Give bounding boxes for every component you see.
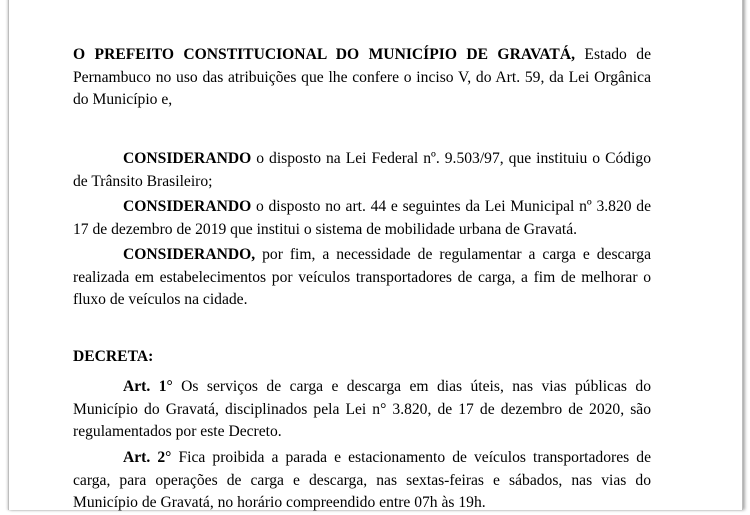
decree-heading-text: DECRETA: xyxy=(73,348,154,365)
article-2 xyxy=(73,447,651,515)
article-1 xyxy=(73,376,651,444)
consideration-1-text: o disposto na Lei Federal nº. 9.503/97, que instituiu o Código de Trânsito Brasileiro; xyxy=(73,150,651,190)
consideration-3-lead: CONSIDERANDO, xyxy=(123,246,256,263)
article-1-lead: Art. 1° xyxy=(123,378,173,395)
consideration-1 xyxy=(73,148,651,193)
consideration-3-text: por fim, a necessidade de regulamentar a carga e descarga realizada em estabelecimentos por veículos transportadores de carga, a fim de melhorar o fluxo de veículos na cidade. xyxy=(73,246,651,308)
preamble-text: Estado de Pernambuco no uso das atribuições que lhe confere o inciso V, do Art. 59, da Lei Orgânica do Município e, xyxy=(73,46,651,108)
preamble-paragraph xyxy=(73,44,651,112)
article-2-lead: Art. 2° xyxy=(123,449,172,466)
article-1-text: Os serviços de carga e descarga em dias úteis, nas vias públicas do Município do Gravatá, disciplinados pela Lei n° 3.820, de 17 de dezembro de 2020, são regulamentados por este Decreto. xyxy=(73,378,651,440)
consideration-1-lead: CONSIDERANDO xyxy=(123,150,252,167)
consideration-2 xyxy=(73,196,651,241)
consideration-2-text: o disposto no art. 44 e seguintes da Lei Municipal nº 3.820 de 17 de dezembro de 2019 que institui o sistema de mobilidade urbana de Gravatá. xyxy=(73,198,651,238)
preamble-title: O PREFEITO CONSTITUCIONAL DO MUNICÍPIO DE GRAVATÁ, xyxy=(73,46,575,63)
decree-heading xyxy=(73,346,651,369)
article-2-text: Fica proibida a parada e estacionamento de veículos transportadores de carga, para operações de carga e descarga, nas sextas-feiras e sábados, nas vias do Município de Gravatá, no horário compreendido entre 07h às 19h. xyxy=(73,449,651,511)
consideration-3 xyxy=(73,244,651,312)
document-page xyxy=(8,0,743,510)
consideration-2-lead: CONSIDERANDO xyxy=(123,198,252,215)
